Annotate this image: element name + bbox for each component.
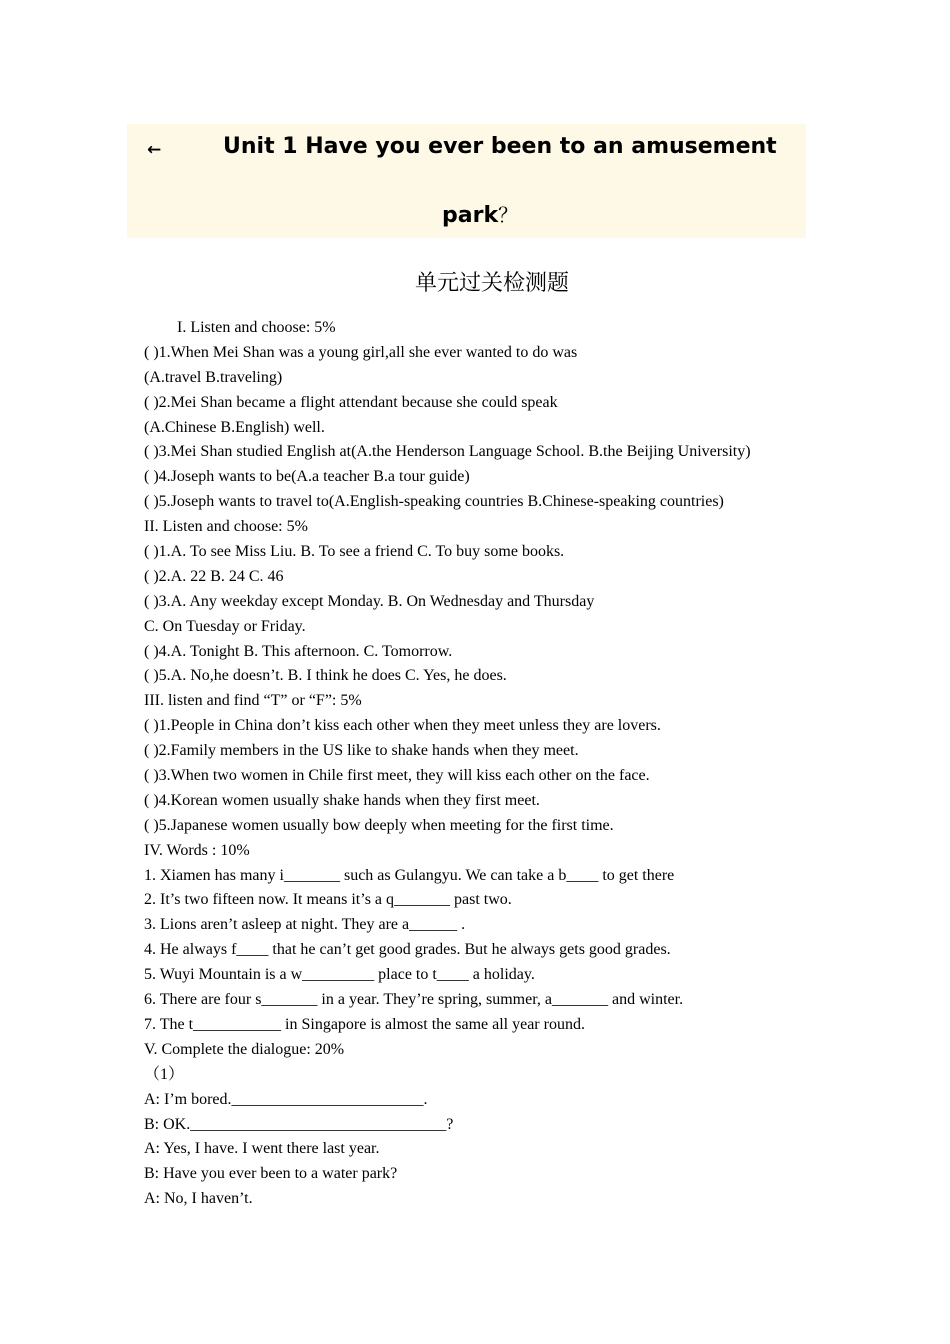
question-line: 3. Lions aren’t asleep at night. They are a______ . xyxy=(144,916,466,934)
question-line: ( )2.Family members in the US like to shake hands when they meet. xyxy=(144,742,579,760)
question-line: 6. There are four s_______ in a year. They’re spring, summer, a_______ and winter. xyxy=(144,991,684,1009)
question-line: ( )1.When Mei Shan was a young girl,all she ever wanted to do was xyxy=(144,343,578,361)
question-line: 1. Xiamen has many i_______ such as Gulangyu. We can take a b____ to get there xyxy=(144,866,675,884)
question-line: (A.travel B.traveling) xyxy=(144,368,283,386)
question-line: ( )2.Mei Shan became a flight attendant because she could speak xyxy=(144,393,558,411)
question-line: ( )4.Joseph wants to be(A.a teacher B.a tour guide) xyxy=(144,468,470,486)
dialogue-line: B: OK.________________________________? xyxy=(144,1115,454,1133)
question-line: ( )5.A. No,he doesn’t. B. I think he does C. Yes, he does. xyxy=(144,667,507,685)
question-line: ( )4.A. Tonight B. This afternoon. C. Tomorrow. xyxy=(144,642,453,660)
question-line: 5. Wuyi Mountain is a w_________ place to t____ a holiday. xyxy=(144,966,535,984)
question-line: ( )3.Mei Shan studied English at(A.the Henderson Language School. B.the Beijing University) xyxy=(144,443,751,461)
arrow-left-icon: ← xyxy=(147,140,162,160)
dialogue-line: B: Have you ever been to a water park? xyxy=(144,1165,398,1183)
section-heading: II. Listen and choose: 5% xyxy=(144,518,308,536)
question-line: 7. The t___________ in Singapore is almost the same all year round. xyxy=(144,1015,585,1033)
dialogue-line: A: Yes, I have. I went there last year. xyxy=(144,1140,380,1158)
question-line: ( )5.Joseph wants to travel to(A.English-speaking countries B.Chinese-speaking countries) xyxy=(144,493,724,511)
unit-title-line2 xyxy=(442,199,518,228)
section-heading: IV. Words : 10% xyxy=(144,841,250,859)
worksheet-body xyxy=(144,316,824,1212)
question-line: ( )1.People in China don’t kiss each other when they meet unless they are lovers. xyxy=(144,717,661,735)
question-line: ( )4.Korean women usually shake hands when they first meet. xyxy=(144,791,540,809)
section-heading: I. Listen and choose: 5% xyxy=(177,319,336,336)
unit-title-line1: Unit 1 Have you ever been to an amusement xyxy=(223,134,777,159)
section-heading: III. listen and find “T” or “F”: 5% xyxy=(144,692,362,710)
question-line: C. On Tuesday or Friday. xyxy=(144,617,306,635)
question-line: 4. He always f____ that he can’t get good grades. But he always gets good grades. xyxy=(144,941,671,959)
dialogue-line: A: No, I haven’t. xyxy=(144,1190,253,1208)
question-line: 2. It’s two fifteen now. It means it’s a q_______ past two. xyxy=(144,891,512,909)
unit-title-park: park xyxy=(442,203,499,228)
dialogue-line: A: I’m bored.________________________. xyxy=(144,1090,428,1108)
question-line: (A.Chinese B.English) well. xyxy=(144,418,325,436)
section-heading: V. Complete the dialogue: 20% xyxy=(144,1040,345,1058)
page-subtitle: 单元过关检测题 xyxy=(414,271,569,296)
question-line: ( )5.Japanese women usually bow deeply when meeting for the first time. xyxy=(144,816,614,834)
unit-title-qmark: ？ xyxy=(498,203,519,227)
dialogue-label: （1） xyxy=(144,1065,185,1083)
question-line: ( )3.When two women in Chile first meet, they will kiss each other on the face. xyxy=(144,767,650,785)
question-line: ( )1.A. To see Miss Liu. B. To see a friend C. To buy some books. xyxy=(144,543,565,561)
question-line: ( )2.A. 22 B. 24 C. 46 xyxy=(144,567,284,585)
question-line: ( )3.A. Any weekday except Monday. B. On Wednesday and Thursday xyxy=(144,592,595,610)
